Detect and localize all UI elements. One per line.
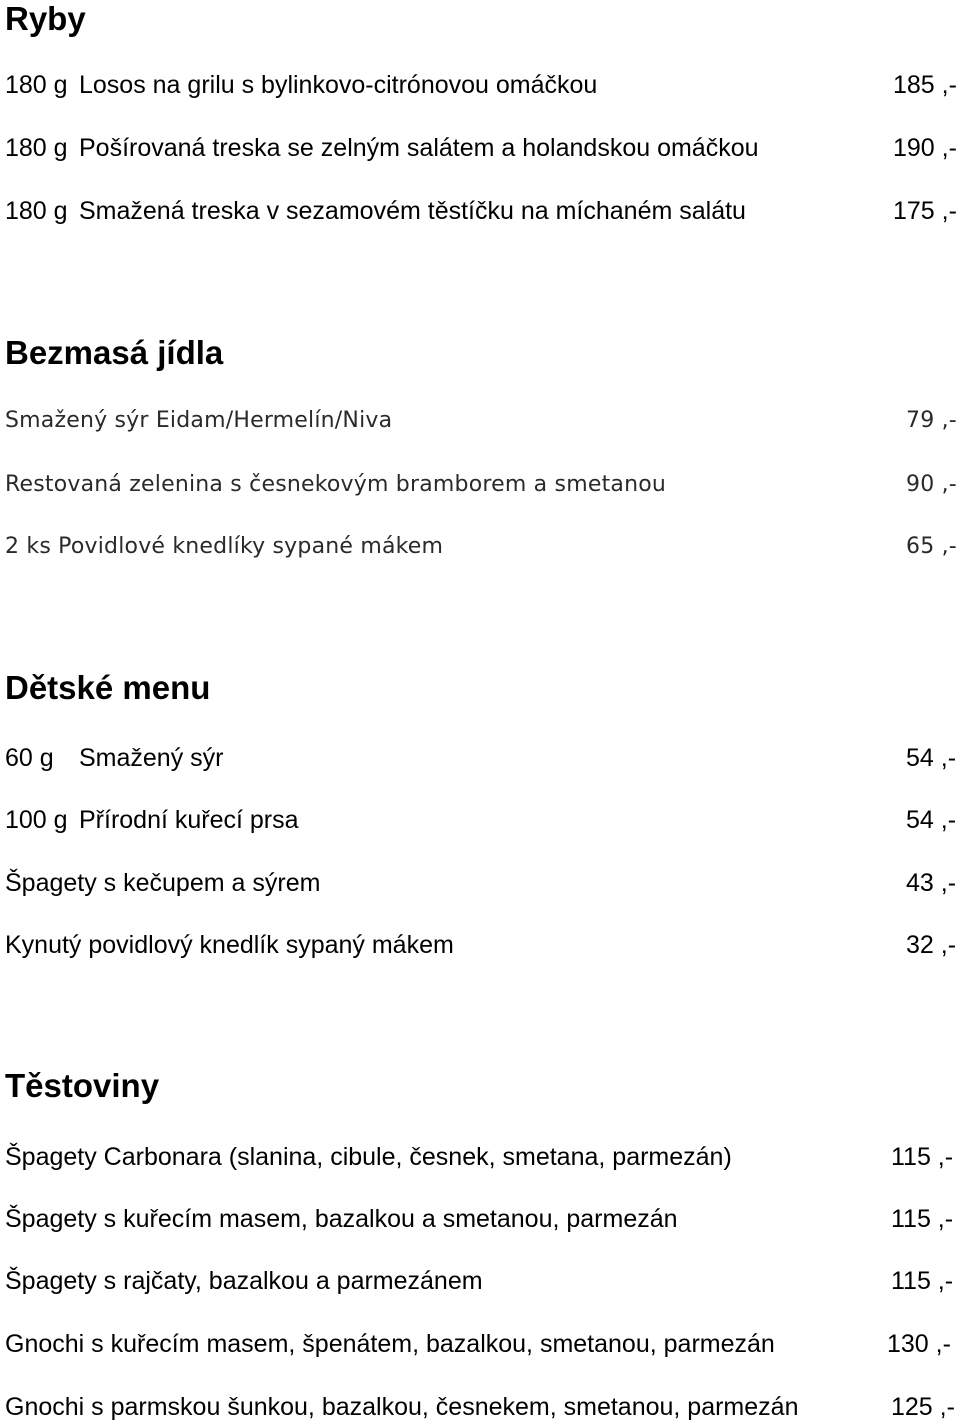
section-heading: Bezmasá jídla bbox=[5, 334, 224, 371]
item-name: Přírodní kuřecí prsa bbox=[79, 806, 299, 834]
section-heading: Těstoviny bbox=[5, 1067, 160, 1104]
item-weight: 100 g bbox=[5, 806, 68, 834]
section-heading: Ryby bbox=[5, 0, 86, 37]
item-price: 125 ,- bbox=[891, 1393, 955, 1421]
item-price: 79 ,- bbox=[906, 408, 957, 433]
item-price: 90 ,- bbox=[906, 472, 957, 497]
menu-item bbox=[0, 404, 960, 438]
menu-item bbox=[0, 131, 960, 165]
menu-item bbox=[0, 741, 960, 775]
menu-item bbox=[0, 928, 960, 962]
item-price: 65 ,- bbox=[906, 534, 957, 559]
item-price: 185 ,- bbox=[893, 71, 957, 99]
item-name: Gnochi s parmskou šunkou, bazalkou, česnekem, smetanou, parmezán bbox=[5, 1393, 799, 1421]
item-name: Restovaná zelenina s česnekovým bramborem a smetanou bbox=[5, 472, 667, 497]
item-name: Smažený sýr bbox=[79, 744, 224, 772]
item-price: 175 ,- bbox=[893, 197, 957, 225]
item-weight: 180 g bbox=[5, 197, 68, 225]
item-weight: 60 g bbox=[5, 744, 54, 772]
item-price: 115 ,- bbox=[891, 1143, 954, 1171]
item-name: Pošírovaná treska se zelným salátem a holandskou omáčkou bbox=[79, 134, 759, 162]
menu-item bbox=[0, 194, 960, 228]
menu-item bbox=[0, 530, 960, 564]
item-name: Špagety s rajčaty, bazalkou a parmezánem bbox=[5, 1267, 483, 1295]
item-price: 130 ,- bbox=[887, 1330, 951, 1358]
item-price: 32 ,- bbox=[906, 931, 957, 959]
item-price: 115 ,- bbox=[891, 1205, 954, 1233]
menu-item bbox=[0, 1327, 960, 1361]
item-price: 190 ,- bbox=[893, 134, 957, 162]
item-name: Smažená treska v sezamovém těstíčku na míchaném salátu bbox=[79, 197, 746, 225]
item-price: 43 ,- bbox=[906, 869, 957, 897]
item-weight: 180 g bbox=[5, 71, 68, 99]
menu-item bbox=[0, 68, 960, 102]
item-name: Špagety s kečupem a sýrem bbox=[5, 869, 321, 897]
item-name: Smažený sýr Eidam/Hermelín/Niva bbox=[5, 408, 393, 433]
item-name: Gnochi s kuřecím masem, špenátem, bazalkou, smetanou, parmezán bbox=[5, 1330, 775, 1358]
menu-item bbox=[0, 1390, 960, 1424]
item-price: 115 ,- bbox=[891, 1267, 954, 1295]
menu-item bbox=[0, 866, 960, 900]
item-name: Špagety s kuřecím masem, bazalkou a smetanou, parmezán bbox=[5, 1205, 678, 1233]
menu-item bbox=[0, 468, 960, 502]
item-price: 54 ,- bbox=[906, 806, 957, 834]
item-name: Špagety Carbonara (slanina, cibule, česnek, smetana, parmezán) bbox=[5, 1143, 732, 1171]
item-weight: 180 g bbox=[5, 134, 68, 162]
section-heading: Dětské menu bbox=[5, 669, 211, 706]
menu-item bbox=[0, 803, 960, 837]
menu-item bbox=[0, 1264, 960, 1298]
menu-item bbox=[0, 1202, 960, 1236]
menu-item bbox=[0, 1140, 960, 1174]
item-name: 2 ks Povidlové knedlíky sypané mákem bbox=[5, 534, 444, 559]
item-price: 54 ,- bbox=[906, 744, 957, 772]
item-name: Losos na grilu s bylinkovo-citrónovou omáčkou bbox=[79, 71, 598, 99]
item-name: Kynutý povidlový knedlík sypaný mákem bbox=[5, 931, 454, 959]
